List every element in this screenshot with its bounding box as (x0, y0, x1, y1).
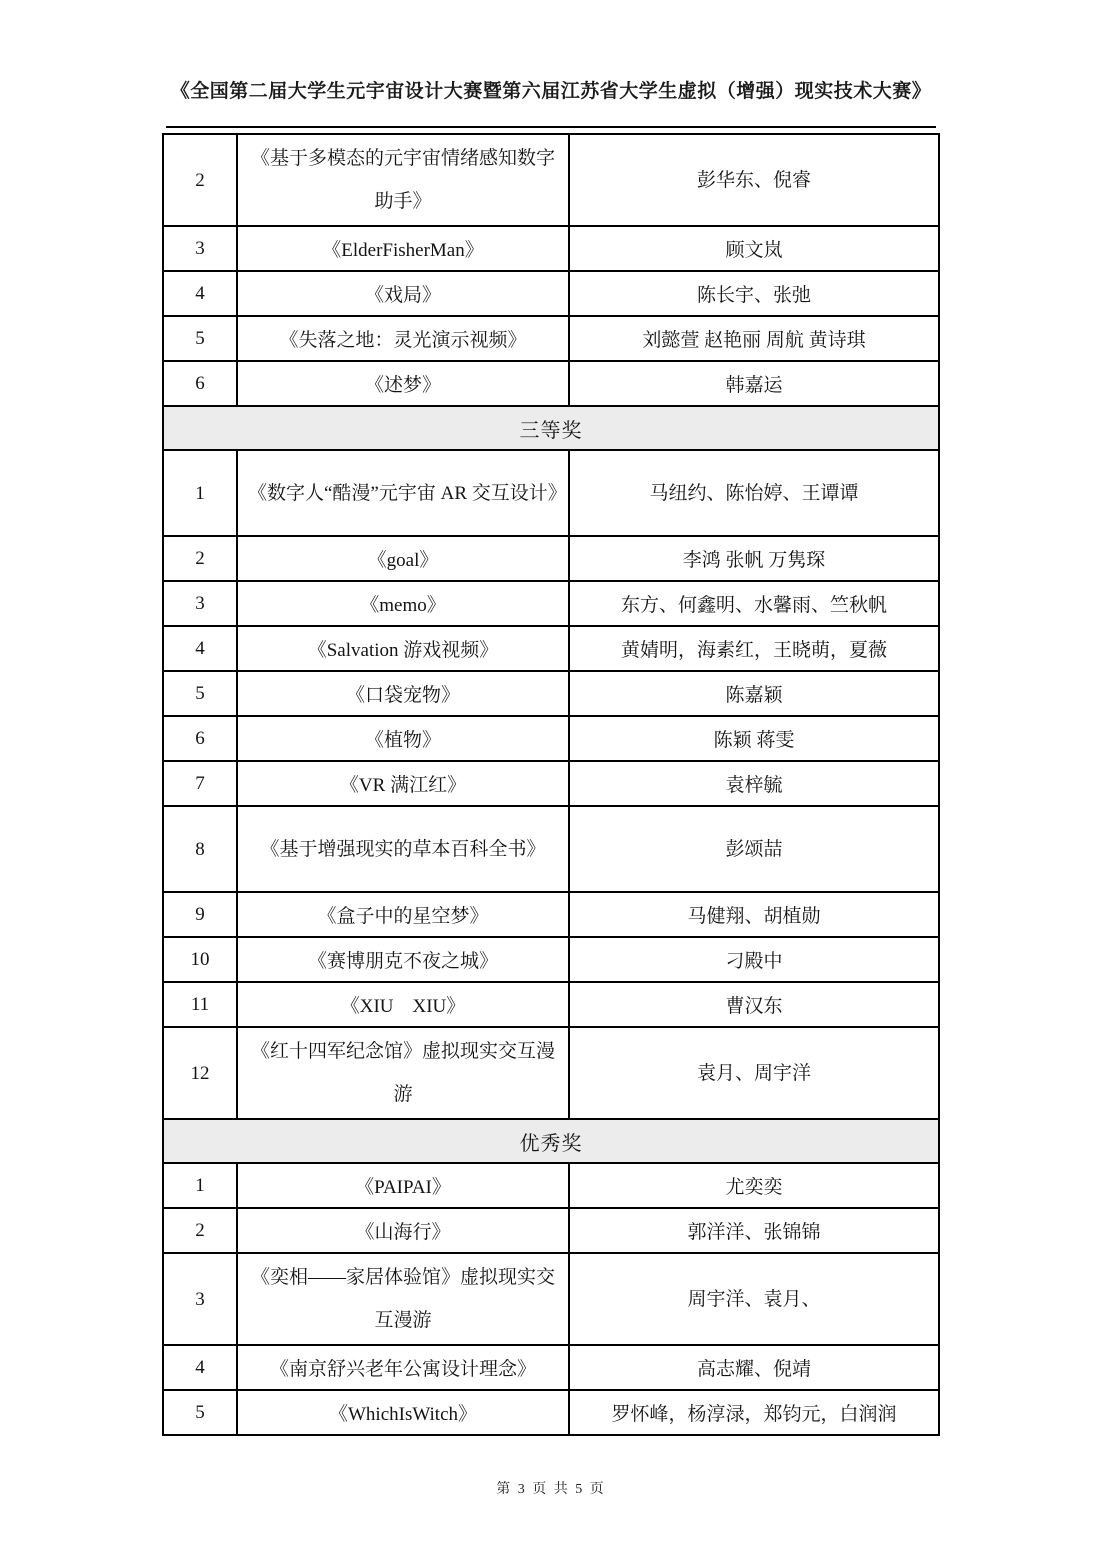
entry-title: 《goal》 (237, 536, 569, 581)
entry-number: 5 (163, 316, 237, 361)
entry-title: 《WhichIsWitch》 (237, 1390, 569, 1435)
entry-winners: 黄婧明，海素红，王晓萌，夏薇 (569, 626, 939, 671)
table-row (163, 806, 939, 892)
table-row (163, 1163, 939, 1208)
table-row (163, 671, 939, 716)
entry-number: 2 (163, 536, 237, 581)
table-row (163, 716, 939, 761)
entry-title: 《南京舒兴老年公寓设计理念》 (237, 1345, 569, 1390)
entry-winners: 袁梓毓 (569, 761, 939, 806)
entry-number: 12 (163, 1027, 237, 1119)
table-row (163, 536, 939, 581)
table-row (163, 1390, 939, 1435)
entry-number: 4 (163, 1345, 237, 1390)
award-tier-row (163, 406, 939, 450)
entry-winners: 周宇洋、袁月、 (569, 1253, 939, 1345)
table-row (163, 134, 939, 226)
entry-winners: 李鸿 张帆 万隽琛 (569, 536, 939, 581)
entry-title: 《述梦》 (237, 361, 569, 406)
document-title: 《全国第二届大学生元宇宙设计大赛暨第六届江苏省大学生虚拟（增强）现实技术大赛》 (170, 81, 932, 102)
entry-title: 《植物》 (237, 716, 569, 761)
award-tier-label: 优秀奖 (163, 1119, 939, 1163)
table-row (163, 581, 939, 626)
entry-title: 《口袋宠物》 (237, 671, 569, 716)
entry-winners: 马纽约、陈怡婷、王谭谭 (569, 450, 939, 536)
entry-title: 《Salvation 游戏视频》 (237, 626, 569, 671)
entry-title: 《数字人“酷漫”元宇宙 AR 交互设计》 (237, 450, 569, 536)
entry-winners: 彭华东、倪睿 (569, 134, 939, 226)
entry-winners: 刘懿萱 赵艳丽 周航 黄诗琪 (569, 316, 939, 361)
entry-number: 1 (163, 1163, 237, 1208)
entry-title: 《VR 满江红》 (237, 761, 569, 806)
entry-title: 《盒子中的星空梦》 (237, 892, 569, 937)
entry-title: 《PAIPAI》 (237, 1163, 569, 1208)
entry-winners: 陈嘉颖 (569, 671, 939, 716)
entry-number: 3 (163, 226, 237, 271)
entry-winners: 马健翔、胡植勋 (569, 892, 939, 937)
entry-title: 《奕相——家居体验馆》虚拟现实交互漫游 (237, 1253, 569, 1345)
entry-number: 9 (163, 892, 237, 937)
entry-winners: 曹汉东 (569, 982, 939, 1027)
table-row (163, 226, 939, 271)
entry-winners: 罗怀峰，杨淳渌，郑钧元，白润润 (569, 1390, 939, 1435)
entry-title: 《基于增强现实的草本百科全书》 (237, 806, 569, 892)
award-tier-label: 三等奖 (163, 406, 939, 450)
table-row (163, 1345, 939, 1390)
entry-number: 3 (163, 1253, 237, 1345)
entry-winners: 高志耀、倪靖 (569, 1345, 939, 1390)
table-row (163, 1208, 939, 1253)
entry-winners: 袁月、周宇洋 (569, 1027, 939, 1119)
page-number: 第 3 页 共 5 页 (496, 1482, 606, 1497)
entry-title: 《XIU XIU》 (237, 982, 569, 1027)
table-row (163, 761, 939, 806)
entry-title: 《ElderFisherMan》 (237, 226, 569, 271)
entry-number: 3 (163, 581, 237, 626)
entry-number: 4 (163, 626, 237, 671)
entry-number: 4 (163, 271, 237, 316)
entry-number: 1 (163, 450, 237, 536)
table-row (163, 271, 939, 316)
entry-number: 2 (163, 134, 237, 226)
entry-number: 10 (163, 937, 237, 982)
table-row (163, 316, 939, 361)
entry-number: 2 (163, 1208, 237, 1253)
entry-title: 《红十四军纪念馆》虚拟现实交互漫游 (237, 1027, 569, 1119)
entry-number: 8 (163, 806, 237, 892)
table-row (163, 626, 939, 671)
entry-title: 《失落之地：灵光演示视频》 (237, 316, 569, 361)
entry-title: 《戏局》 (237, 271, 569, 316)
entry-number: 6 (163, 361, 237, 406)
awards-table-body (163, 134, 939, 1435)
table-row (163, 937, 939, 982)
entry-number: 5 (163, 1390, 237, 1435)
awards-table (162, 133, 940, 1436)
entry-winners: 东方、何鑫明、水馨雨、竺秋帆 (569, 581, 939, 626)
table-row (163, 361, 939, 406)
entry-winners: 彭颂喆 (569, 806, 939, 892)
header-divider-rule (166, 126, 936, 128)
entry-winners: 韩嘉运 (569, 361, 939, 406)
entry-number: 5 (163, 671, 237, 716)
table-row (163, 982, 939, 1027)
table-row (163, 450, 939, 536)
entry-winners: 陈颖 蒋雯 (569, 716, 939, 761)
entry-title: 《基于多模态的元宇宙情绪感知数字助手》 (237, 134, 569, 226)
entry-winners: 陈长宇、张弛 (569, 271, 939, 316)
table-row (163, 1027, 939, 1119)
entry-title: 《赛博朋克不夜之城》 (237, 937, 569, 982)
table-row (163, 892, 939, 937)
entry-number: 6 (163, 716, 237, 761)
entry-winners: 刁殿中 (569, 937, 939, 982)
entry-winners: 顾文岚 (569, 226, 939, 271)
entry-winners: 郭洋洋、张锦锦 (569, 1208, 939, 1253)
award-tier-row (163, 1119, 939, 1163)
entry-title: 《山海行》 (237, 1208, 569, 1253)
table-row (163, 1253, 939, 1345)
entry-winners: 尤奕奕 (569, 1163, 939, 1208)
entry-number: 11 (163, 982, 237, 1027)
entry-number: 7 (163, 761, 237, 806)
entry-title: 《memo》 (237, 581, 569, 626)
